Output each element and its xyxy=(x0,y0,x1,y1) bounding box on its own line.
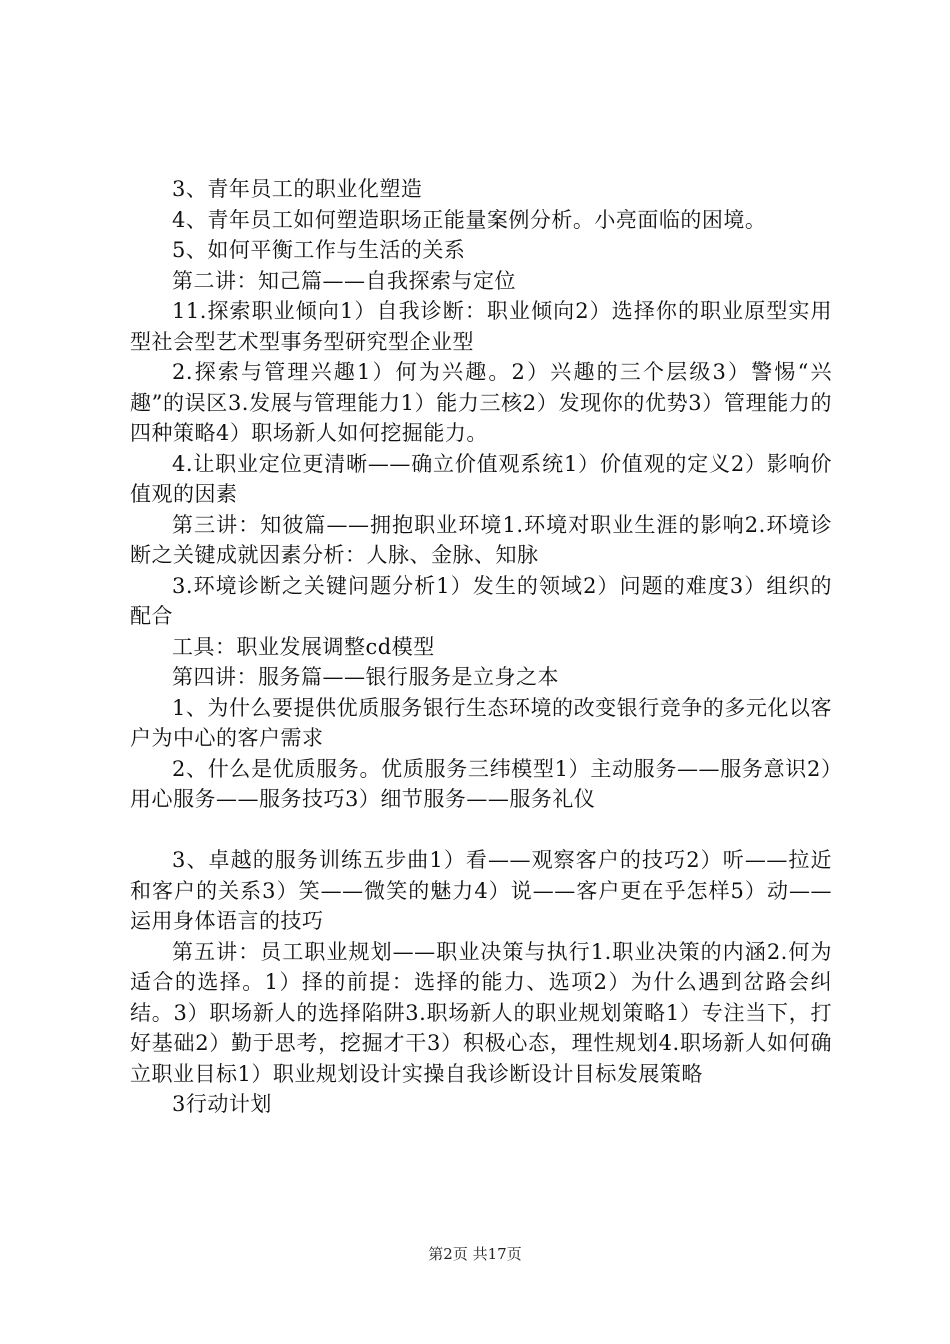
paragraph: 1、为什么要提供优质服务银行生态环境的改变银行竞争的多元化以客户为中心的客户需求 xyxy=(130,695,832,750)
paragraph: 2、什么是优质服务。优质服务三纬模型1）主动服务——服务意识2）用心服务——服务技巧3）细节服务——服务礼仪 xyxy=(130,756,832,811)
paragraph: 3.环境诊断之关键问题分析1）发生的领域2）问题的难度3）组织的配合 xyxy=(130,573,832,628)
paragraph: 工具：职业发展调整cd模型 xyxy=(172,634,435,659)
paragraph: 11.探索职业倾向1）自我诊断：职业倾向2）选择你的职业原型实用型社会型艺术型事务型研究型企业型 xyxy=(130,299,832,354)
paragraph: 4、青年员工如何塑造职场正能量案例分析。小亮面临的困境。 xyxy=(172,207,767,232)
paragraph: 5、如何平衡工作与生活的关系 xyxy=(172,238,466,262)
paragraph: 第五讲：员工职业规划——职业决策与执行1.职业决策的内涵2.何为适合的选择。1）择的前提：选择的能力、选项2）为什么遇到岔路会纠结。3）职场新人的选择陷阱3.职场新人的职业规划策略1）专注当下，打好基础2）勤于思考，挖掘才干3）积极心态，理性规划4.职场新人如何确立职业目标1）职业规划设计实操自我诊断设计目标发展策略 xyxy=(130,939,832,1086)
section-heading: 第二讲：知己篇——自我探索与定位 xyxy=(172,268,516,293)
paragraph: 3、卓越的服务训练五步曲1）看——观察客户的技巧2）听——拉近和客户的关系3）笑——微笑的魅力4）说——客户更在乎怎样5）动——运用身体语言的技巧 xyxy=(130,848,832,933)
paragraph: 4.让职业定位更清晰——确立价值观系统1）价值观的定义2）影响价值观的因素 xyxy=(130,451,832,506)
page-number-footer: 第2页 共17页 xyxy=(428,1245,522,1263)
paragraph: 3行动计划 xyxy=(172,1092,272,1116)
document-body xyxy=(130,174,832,1120)
section-heading: 第四讲：服务篇——银行服务是立身之本 xyxy=(172,665,559,689)
blank-line xyxy=(130,815,832,846)
paragraph: 2.探索与管理兴趣1）何为兴趣。2）兴趣的三个层级3）警惕“兴趣”的误区3.发展与管理能力1）能力三核2）发现你的优势3）管理能力的四种策略4）职场新人如何挖掘能力。 xyxy=(130,360,832,445)
paragraph: 第三讲：知彼篇——拥抱职业环境1.环境对职业生涯的影响2.环境诊断之关键成就因素分析：人脉、金脉、知脉 xyxy=(130,512,832,567)
paragraph: 3、青年员工的职业化塑造 xyxy=(172,177,423,201)
